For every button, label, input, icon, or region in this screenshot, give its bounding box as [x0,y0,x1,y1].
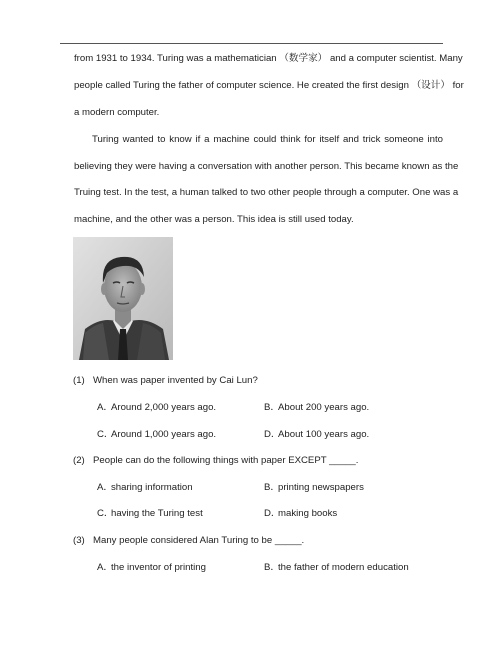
q2-option-c: C．having the Turing test [97,508,203,519]
question-2-text: People can do the following things with paper EXCEPT _____. [93,455,359,466]
q3-option-b: B．the father of modern education [264,562,409,573]
portrait-photo [73,237,173,360]
passage-line-5: believing they were having a conversation with another person. This became known as the [74,161,459,172]
q2-option-a: A．sharing information [97,482,193,493]
question-3-number: (3) [73,535,85,546]
q1-option-a: A．Around 2,000 years ago. [97,402,217,413]
q3-option-a: A．the inventor of printing [97,562,206,573]
passage-line-4: Turing wanted to know if a machine could think for itself and trick someone into [92,134,443,145]
passage-line-1: from 1931 to 1934. Turing was a mathematician （数学家） and a computer scientist. Many [74,53,463,64]
q1-option-c: C．Around 1,000 years ago. [97,429,217,440]
question-2 [73,455,358,467]
q2-option-d: D．making books [264,508,338,519]
q2-option-b: B．printing newspapers [264,482,364,493]
passage-line-3: a modern computer. [74,107,160,118]
question-3 [73,535,304,547]
question-1 [73,375,258,387]
passage-line-2: people called Turing the father of computer science. He created the first design （设计） for [74,80,464,91]
question-3-text: Many people considered Alan Turing to be _____. [93,535,305,546]
question-1-number: (1) [73,375,85,386]
q1-option-b: B．About 200 years ago. [264,402,370,413]
top-rule [60,43,443,44]
q1-option-d: D．About 100 years ago. [264,429,370,440]
question-1-text: When was paper invented by Cai Lun? [93,375,258,386]
question-2-number: (2) [73,455,85,466]
passage-line-7: machine, and the other was a person. This idea is still used today. [74,214,354,225]
passage-line-6: Truing test. In the test, a human talked to two other people through a computer. One was a [74,187,459,198]
